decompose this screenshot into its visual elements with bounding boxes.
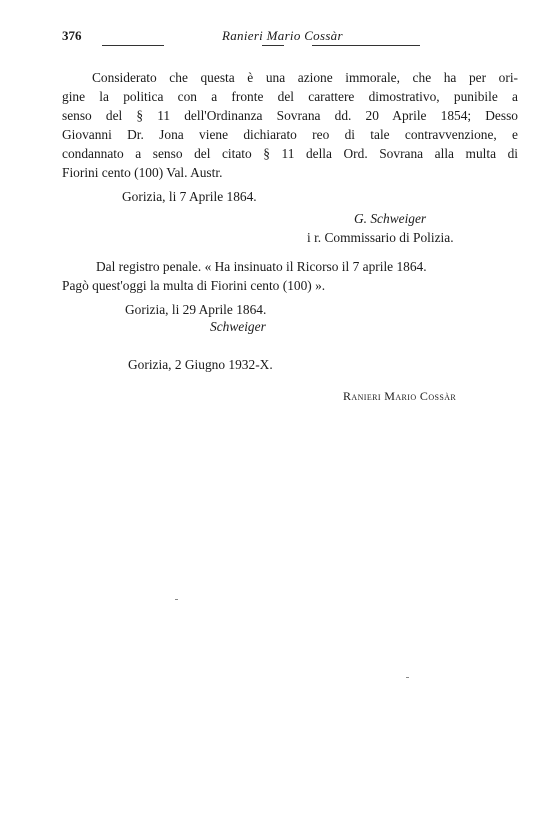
paragraph-register bbox=[62, 257, 518, 295]
header-rule bbox=[262, 45, 284, 46]
text-line: Considerato che questa è una azione immorale, che ha per ori- bbox=[92, 70, 518, 85]
signature-name: G. Schweiger bbox=[354, 211, 427, 226]
page-number: 376 bbox=[62, 28, 82, 43]
page-header bbox=[62, 28, 502, 50]
print-speck bbox=[175, 599, 178, 600]
place-date: Gorizia, li 29 Aprile 1864. bbox=[125, 302, 267, 317]
running-head: Ranieri Mario Cossàr bbox=[222, 28, 343, 43]
signature-name: Schweiger bbox=[210, 319, 266, 334]
signature-title: i r. Commissario di Polizia. bbox=[307, 230, 454, 245]
text-line: senso del § 11 dell'Ordinanza Sovrana dd. 20 Aprile 1854; Desso bbox=[62, 108, 518, 123]
header-rule bbox=[102, 45, 164, 46]
text-line: condannato a senso del citato § 11 della Ord. Sovrana alla multa di bbox=[62, 146, 518, 161]
author-signature: Ranieri Mario Cossàr bbox=[343, 389, 457, 403]
print-speck bbox=[406, 677, 409, 678]
paragraph-verdict bbox=[62, 68, 518, 182]
text-line: Dal registro penale. « Ha insinuato il Ricorso il 7 aprile 1864. bbox=[96, 259, 427, 274]
text-line: Giovanni Dr. Jona viene dichiarato reo di tale contravvenzione, e bbox=[62, 127, 518, 142]
place-date: Gorizia, 2 Giugno 1932-X. bbox=[128, 357, 273, 372]
place-date: Gorizia, li 7 Aprile 1864. bbox=[122, 189, 257, 204]
text-line: Pagò quest'oggi la multa di Fiorini cento (100) ». bbox=[62, 278, 326, 293]
header-rule bbox=[312, 45, 420, 46]
text-line: Fiorini cento (100) Val. Austr. bbox=[62, 165, 223, 180]
text-line: gine la politica con a fronte del carattere dimostrativo, punibile a bbox=[62, 89, 518, 104]
